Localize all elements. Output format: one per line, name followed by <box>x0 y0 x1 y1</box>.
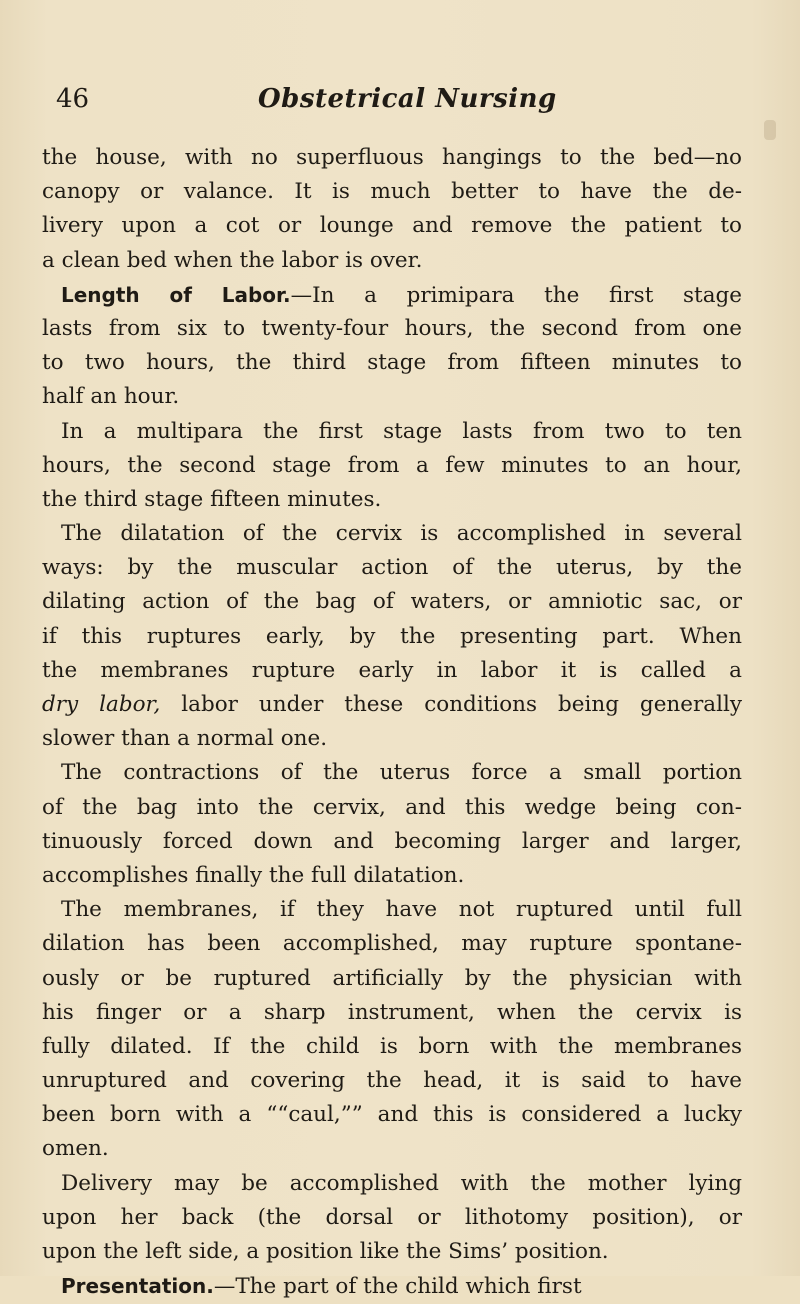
text-line: dilation has been accomplished, may rupture spontane- <box>42 931 742 957</box>
text-line: lasts from six to twenty-four hours, the second from one <box>42 315 742 341</box>
section-heading-line <box>42 1269 742 1303</box>
body-text <box>42 141 742 1303</box>
text-line: half an hour. <box>42 384 180 410</box>
text-line: hours, the second stage from a few minutes to an hour, <box>42 452 742 478</box>
text-line: In a multipara the first stage lasts from two to ten <box>61 418 742 444</box>
page-blemish <box>764 120 776 140</box>
text-line: if this ruptures early, by the presenting part. When <box>42 623 742 649</box>
text-line: ously or be ruptured artificially by the physician with <box>42 965 742 991</box>
text-line: accomplishes finally the full dilatation. <box>42 862 465 888</box>
text-line: the membranes rupture early in labor it is called a <box>42 657 742 683</box>
section-heading-length-of-labor: Length of Labor. <box>61 282 291 307</box>
text-line: The membranes, if they have not ruptured until full <box>61 897 742 923</box>
text-line: The dilatation of the cervix is accomplished in several <box>61 521 742 547</box>
text-line: omen. <box>42 1136 109 1162</box>
text-line: slower than a normal one. <box>42 726 328 752</box>
text-line: fully dilated. If the child is born with the membranes <box>42 1033 742 1059</box>
text-line: dilating action of the bag of waters, or amniotic sac, or <box>42 589 742 615</box>
text-line: of the bag into the cervix, and this wedge being con- <box>42 794 742 820</box>
text-line: The contractions of the uterus force a small portion <box>61 760 742 786</box>
page-number: 46 <box>56 84 90 114</box>
section-heading-line <box>42 278 742 312</box>
text-line <box>42 688 742 722</box>
text-line: his finger or a sharp instrument, when the cervix is <box>42 999 742 1025</box>
text-line: been born with a ““caul,”” and this is considered a lucky <box>42 1102 742 1128</box>
text-line: to two hours, the third stage from fifteen minutes to <box>42 350 742 376</box>
text-line: Delivery may be accomplished with the mother lying <box>61 1170 742 1196</box>
italic-term: dry labor, <box>42 692 161 717</box>
text-line: ways: by the muscular action of the uterus, by the <box>42 555 742 581</box>
running-title: Obstetrical Nursing <box>258 84 557 114</box>
text-line: the house, with no superfluous hangings to the bed—no <box>42 145 742 170</box>
text-run: labor under these conditions being generally <box>160 692 742 717</box>
page-header <box>36 84 764 124</box>
text-line: tinuously forced down and becoming larger and larger, <box>42 828 742 854</box>
text-line: the third stage fifteen minutes. <box>42 486 382 512</box>
text-run: —The part of the child which first <box>213 1274 582 1300</box>
text-line: a clean bed when the labor is over. <box>42 247 423 273</box>
section-heading-presentation: Presentation. <box>61 1274 214 1299</box>
text-line: upon her back (the dorsal or lithotomy position), or <box>42 1204 742 1230</box>
text-line: livery upon a cot or lounge and remove the patient to <box>42 213 742 239</box>
text-line: canopy or valance. It is much better to have the de- <box>42 179 742 205</box>
text-line: upon the left side, a position like the Sims’ position. <box>42 1239 609 1264</box>
text-run: —In a primipara the first stage <box>290 282 742 308</box>
text-line: unruptured and covering the head, it is said to have <box>42 1068 742 1094</box>
